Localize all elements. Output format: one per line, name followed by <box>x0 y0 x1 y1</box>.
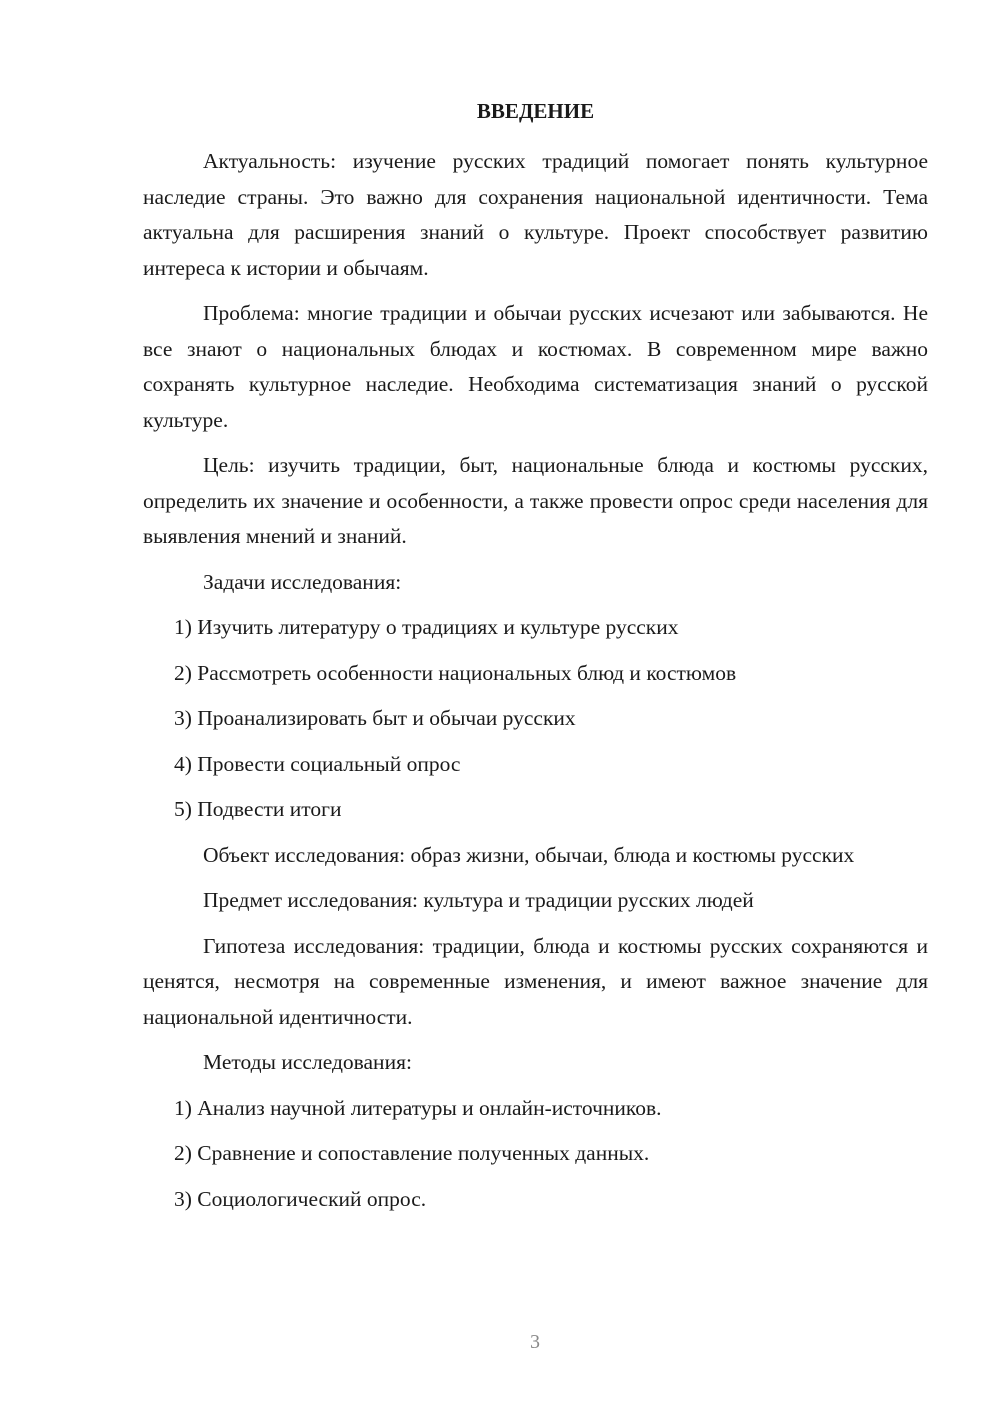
document-page <box>143 96 928 1227</box>
page-number: 3 <box>530 1331 540 1353</box>
task-item-1: 1) Изучить литературу о традициях и культуре русских <box>174 615 679 639</box>
object-paragraph: Объект исследования: образ жизни, обычаи, блюда и костюмы русских <box>203 842 855 867</box>
method-item-2: 2) Сравнение и сопоставление полученных данных. <box>174 1141 650 1165</box>
tasks-heading: Задачи исследования: <box>203 569 402 594</box>
method-item-3: 3) Социологический опрос. <box>174 1186 427 1211</box>
page-title: ВВЕДЕНИЕ <box>476 99 595 123</box>
methods-heading: Методы исследования: <box>203 1050 412 1074</box>
relevance-paragraph: Актуальность: изучение русских традиций помогает понять культурное наследие страны. Это важно для сохранения национальной идентичности. Тема актуальна для расширения знаний о культуре. Проект способствует развитию интереса к истории и обычаям. <box>143 149 928 280</box>
hypothesis-paragraph: Гипотеза исследования: традиции, блюда и костюмы русских сохраняются и ценятся, несмотря на современные изменения, и имеют важное значение для национальной идентичности. <box>143 933 928 1029</box>
goal-paragraph: Цель: изучить традиции, быт, национальные блюда и костюмы русских, определить их значение и особенности, а также провести опрос среди населения для выявления мнений и знаний. <box>143 453 928 548</box>
task-item-3: 3) Проанализировать быт и обычаи русских <box>174 706 576 730</box>
method-item-1: 1) Анализ научной литературы и онлайн-источников. <box>174 1095 662 1120</box>
task-item-2: 2) Рассмотреть особенности национальных блюд и костюмов <box>174 660 737 685</box>
problem-paragraph: Проблема: многие традиции и обычаи русских исчезают или забываются. Не все знают о национальных блюдах и костюмах. В современном мире важно сохранять культурное наследие. Необходима систематизация знаний о русской культуре. <box>143 301 928 432</box>
task-item-5: 5) Подвести итоги <box>174 797 342 821</box>
subject-paragraph: Предмет исследования: культура и традиции русских людей <box>203 888 754 912</box>
task-item-4: 4) Провести социальный опрос <box>174 751 461 776</box>
